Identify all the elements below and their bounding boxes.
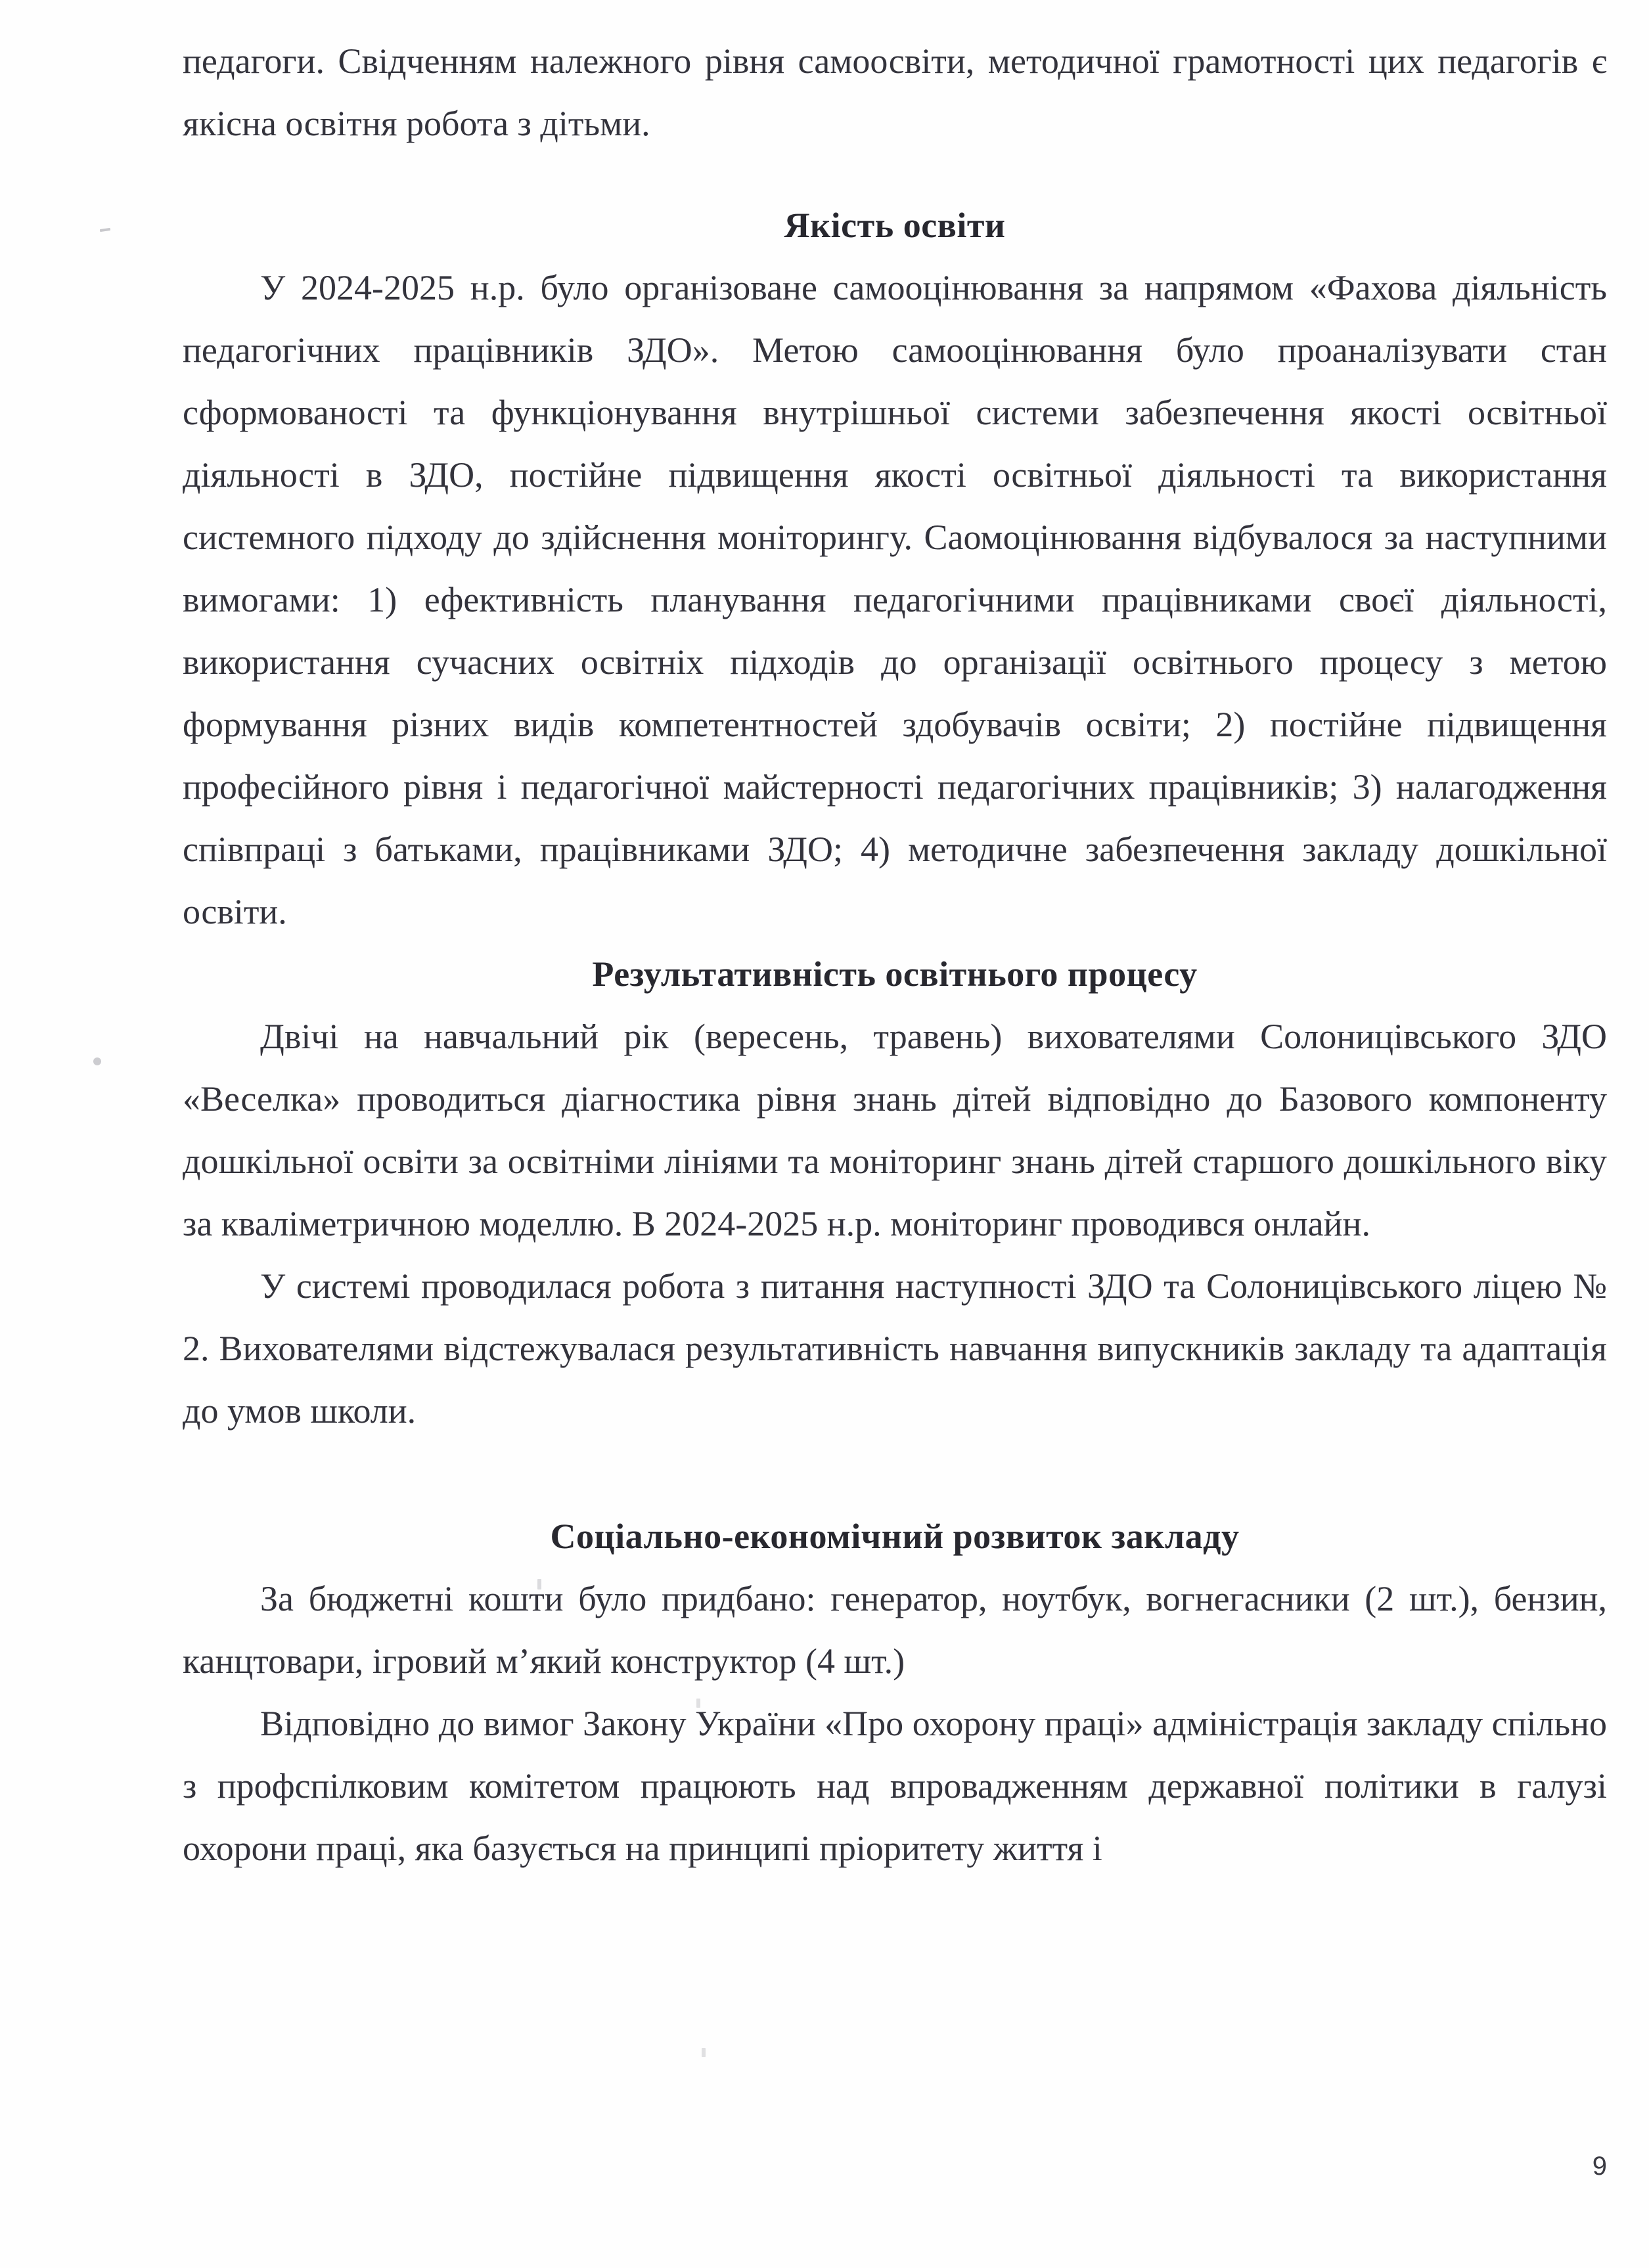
paragraph-diagnostics: Двічі на навчальний рік (вересень, травень) вихователями Солоницівського ЗДО «Веселка» проводиться діагностика рівня знань дітей відповідно до Базового компоненту дошкільної освіти за освітніми лініями та моніторинг знань дітей старшого дошкільного віку за кваліметричною моделлю. В 2024-2025 н.р. моніторинг проводився онлайн.	[183, 1017, 1607, 1243]
paragraph-continued-pedagogy: педагоги. Свідченням належного рівня самоосвіти, методичної грамотності цих педагогів є якісна освітня робота з дітьми.	[183, 41, 1607, 143]
paragraph-continuity-with-lyceum: У системі проводилася робота з питання наступності ЗДО та Солоницівського ліцею № 2. Вихователями відстежувалася результативність навчання випускників закладу та адаптація до умов школи.	[183, 1266, 1607, 1431]
scan-artifact-mark	[100, 228, 110, 232]
scan-artifact-mark	[702, 2048, 706, 2057]
scan-artifact-mark	[93, 1057, 101, 1065]
heading-effectiveness-of-educational-process: Результативність освітнього процесу	[592, 954, 1198, 994]
paragraph-self-assessment: У 2024-2025 н.р. було організоване самооцінювання за напрямом «Фахова діяльність педагогічних працівників ЗДО». Метою самооцінювання було проаналізувати стан сформованості та функціонування внутрішньої системи забезпечення якості освітньої діяльності в ЗДО, постійне підвищення якості освітньої діяльності та використання системного підходу до здійснення моніторингу. Саомоцінювання відбувалося за наступними вимогами: 1) ефективність планування педагогічними працівниками своєї діяльності, використання сучасних освітніх підходів до організації освітнього процесу з метою формування різних видів компетентностей здобувачів освіти; 2) постійне підвищення професійного рівня і педагогічної майстерності педагогічних працівників; 3) налагодження співпраці з батьками, працівниками ЗДО; 4) методичне забезпечення закладу дошкільної освіти.	[183, 268, 1607, 931]
page-number: 9	[1592, 2152, 1607, 2181]
paragraph-budget-purchases: За бюджетні кошти було придбано: генератор, ноутбук, вогнегасники (2 шт.), бензин, канцтовари, ігровий м’який конструктор (4 шт.)	[183, 1579, 1607, 1681]
heading-socio-economic-development: Соціально-економічний розвиток закладу	[550, 1517, 1240, 1556]
paragraph-labour-protection: Відповідно до вимог Закону України «Про охорону праці» адміністрація закладу спільно з профспілковим комітетом працюють над впровадженням державної політики в галузі охорони праці, яка базується на принципі пріоритету життя і	[183, 1704, 1607, 1868]
heading-quality-of-education: Якість освіти	[784, 206, 1006, 245]
document-body	[183, 0, 1607, 1880]
